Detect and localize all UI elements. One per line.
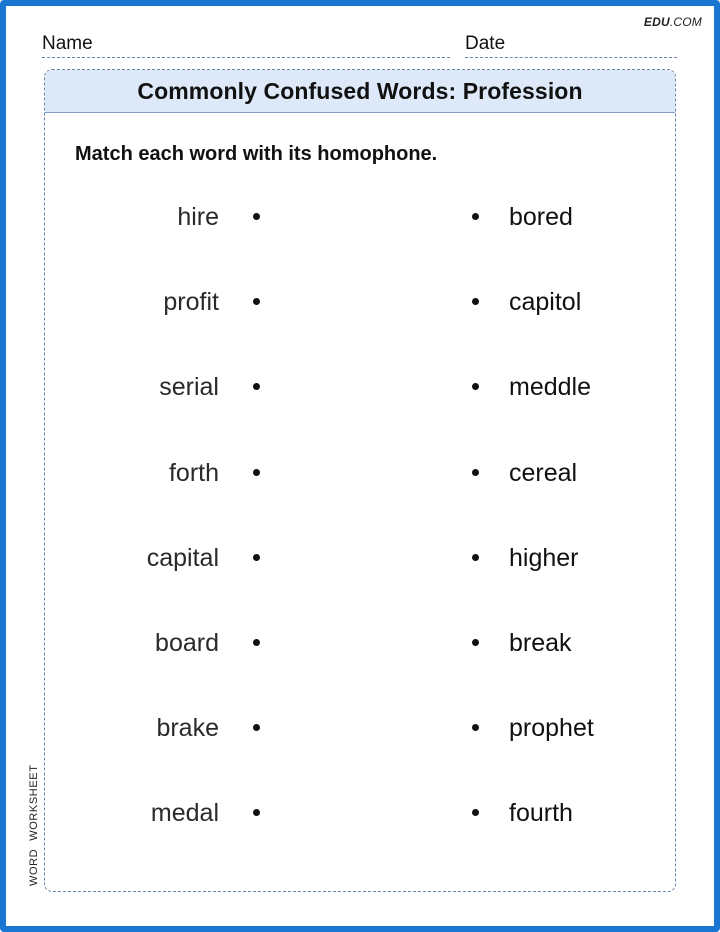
left-word: serial: [159, 373, 219, 402]
right-word: bored: [509, 203, 573, 231]
left-match-dot[interactable]: [253, 809, 260, 816]
right-word: capitol: [509, 288, 582, 317]
right-match-dot[interactable]: [472, 383, 479, 390]
right-word: break: [509, 629, 572, 657]
right-match-dot[interactable]: [472, 724, 479, 731]
name-field[interactable]: [42, 57, 450, 58]
left-match-dot[interactable]: [253, 298, 260, 305]
worksheet-card: [44, 69, 676, 892]
match-row: [45, 793, 675, 833]
right-match-dot[interactable]: [472, 469, 479, 476]
left-match-dot[interactable]: [253, 469, 260, 476]
match-row: [45, 367, 675, 407]
brand-logo-edu: EDU: [643, 15, 670, 29]
right-match-dot[interactable]: [472, 639, 479, 646]
name-label: Name: [42, 33, 93, 54]
right-match-dot[interactable]: [472, 554, 479, 561]
left-word: hire: [177, 203, 219, 231]
brand-logo-com: .COM: [669, 15, 702, 29]
right-word: meddle: [509, 373, 591, 402]
date-label: Date: [465, 33, 506, 54]
right-match-dot[interactable]: [472, 809, 479, 816]
left-word: capital: [146, 543, 219, 572]
right-match-dot[interactable]: [472, 298, 479, 305]
left-word: board: [155, 629, 219, 657]
side-label-word: WORD: [28, 848, 40, 886]
instructions: Match each word with its homophone.: [75, 143, 438, 165]
left-word: brake: [156, 714, 219, 743]
left-word: profit: [163, 288, 219, 317]
brand-logo: [644, 15, 702, 29]
match-row: [45, 623, 675, 663]
left-word: medal: [150, 799, 219, 828]
worksheet-title: Commonly Confused Words: Profession: [137, 77, 583, 104]
matching-rows: [45, 70, 675, 891]
left-match-dot[interactable]: [253, 554, 260, 561]
left-match-dot[interactable]: [253, 213, 260, 220]
right-word: fourth: [509, 799, 573, 828]
left-match-dot[interactable]: [253, 639, 260, 646]
side-label: [28, 764, 40, 886]
side-label-worksheet: WORKSHEET: [28, 764, 40, 841]
match-row: [45, 197, 675, 237]
right-word: cereal: [509, 458, 578, 487]
right-word: higher: [509, 543, 579, 572]
date-field[interactable]: [465, 57, 677, 58]
right-word: prophet: [509, 714, 594, 743]
right-match-dot[interactable]: [472, 213, 479, 220]
match-row: [45, 453, 675, 493]
match-row: [45, 282, 675, 322]
left-match-dot[interactable]: [253, 383, 260, 390]
left-word: forth: [168, 458, 219, 487]
match-row: [45, 538, 675, 578]
match-row: [45, 708, 675, 748]
left-match-dot[interactable]: [253, 724, 260, 731]
